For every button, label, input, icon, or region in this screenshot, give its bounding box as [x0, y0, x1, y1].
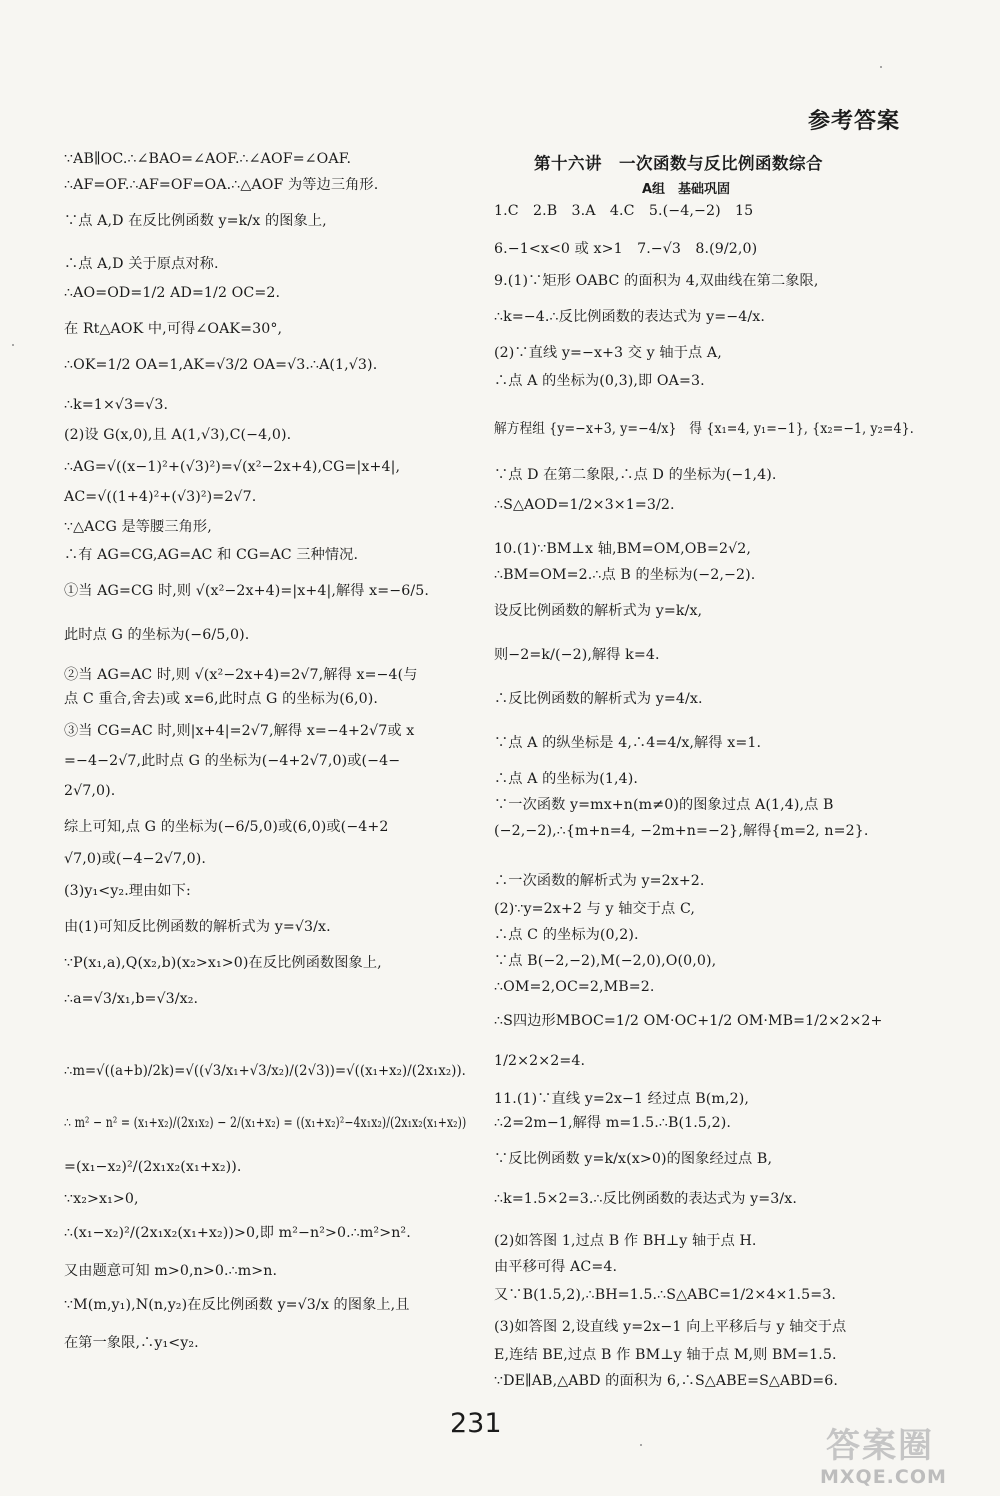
text-line: 在第一象限,∴y₁<y₂.	[64, 1335, 199, 1351]
page-number: 231	[450, 1408, 502, 1439]
text-line: ∵点 A 的纵坐标是 4,∴4=4/x,解得 x=1.	[494, 735, 762, 751]
text-line: AC=√((1+4)²+(√3)²)=2√7.	[64, 489, 257, 505]
text-line: ∵一次函数 y=mx+n(m≠0)的图象过点 A(1,4),点 B	[494, 797, 834, 813]
text-line: 综上可知,点 G 的坐标为(−6/5,0)或(6,0)或(−4+2	[64, 819, 389, 835]
text-line: 11.(1)∵直线 y=2x−1 经过点 B(m,2),	[494, 1091, 749, 1107]
text-line: ∴点 C 的坐标为(0,2).	[494, 927, 639, 943]
text-line: ③当 CG=AC 时,则|x+4|=2√7,解得 x=−4+2√7或 x	[64, 723, 415, 739]
text-line: ∴S△AOD=1/2×3×1=3/2.	[494, 497, 675, 513]
text-line: ∴2=2m−1,解得 m=1.5.∴B(1.5,2).	[494, 1115, 731, 1131]
text-line: ②当 AG=AC 时,则 √(x²−2x+4)=2√7,解得 x=−4(与	[64, 667, 418, 683]
text-line: ∴反比例函数的解析式为 y=4/x.	[494, 691, 703, 707]
text-line: (3)如答图 2,设直线 y=2x−1 向上平移后与 y 轴交于点	[494, 1319, 847, 1335]
scan-speck	[12, 344, 14, 346]
watermark-top-text: 答案圈	[826, 1426, 934, 1466]
text-line: ∵P(x₁,a),Q(x₂,b)(x₂>x₁>0)在反比例函数图象上,	[64, 955, 382, 971]
text-line: ∴一次函数的解析式为 y=2x+2.	[494, 873, 705, 889]
text-line: ∵△ACG 是等腰三角形,	[64, 519, 212, 535]
text-line: 点 C 重合,舍去)或 x=6,此时点 G 的坐标为(6,0).	[64, 691, 378, 707]
text-line: ∴a=√3/x₁,b=√3/x₂.	[64, 991, 199, 1007]
text-line: ∴AO=OD=1/2 AD=1/2 OC=2.	[64, 285, 281, 301]
text-line: 1/2×2×2=4.	[494, 1053, 586, 1069]
text-line: ∴ m² − n² = (x₁+x₂)/(2x₁x₂) − 2/(x₁+x₂) = ((x₁+x₂)²−4x₁x₂)/(2x₁x₂(x₁+x₂))	[64, 1115, 467, 1131]
text-line: (−2,−2),∴{m+n=4, −2m+n=−2},解得{m=2, n=2}.	[494, 823, 869, 839]
text-line: (2)∵直线 y=−x+3 交 y 轴于点 A,	[494, 345, 722, 361]
text-line: ∴S四边形MBOC=1/2 OM·OC+1/2 OM·MB=1/2×2×2+	[494, 1013, 883, 1029]
text-line: 6.−1<x<0 或 x>1 7.−√3 8.(9/2,0)	[494, 241, 758, 257]
text-line: E,连结 BE,过点 B 作 BM⊥y 轴于点 M,则 BM=1.5.	[494, 1347, 837, 1363]
text-line: ∴k=1×√3=√3.	[64, 397, 169, 413]
scan-speck	[640, 1444, 642, 1446]
text-line: 9.(1)∵矩形 OABC 的面积为 4,双曲线在第二象限,	[494, 273, 819, 289]
text-line: ∴OM=2,OC=2,MB=2.	[494, 979, 655, 995]
text-line: ∴k=1.5×2=3.∴反比例函数的表达式为 y=3/x.	[494, 1191, 797, 1207]
text-line: ∴AG=√((x−1)²+(√3)²)=√(x²−2x+4),CG=|x+4|,	[64, 459, 401, 475]
text-line: ∴k=−4.∴反比例函数的表达式为 y=−4/x.	[494, 309, 765, 325]
text-line: 2√7,0).	[64, 783, 116, 799]
group-subtitle: A组 基础巩固	[642, 182, 731, 197]
text-line: 在 Rt△AOK 中,可得∠OAK=30°,	[64, 321, 283, 337]
text-line: (3)y₁<y₂.理由如下:	[64, 883, 191, 899]
text-line: ∴AF=OF.∴AF=OF=OA.∴△AOF 为等边三角形.	[64, 177, 379, 193]
text-line: ∴有 AG=CG,AG=AC 和 CG=AC 三种情况.	[64, 547, 359, 563]
text-line: (2)如答图 1,过点 B 作 BH⊥y 轴于点 H.	[494, 1233, 757, 1249]
watermark-bottom-text: MXQE.COM	[820, 1466, 947, 1488]
text-line: ∵点 B(−2,−2),M(−2,0),O(0,0),	[494, 953, 717, 969]
text-line: ∵DE∥AB,△ABD 的面积为 6,∴S△ABE=S△ABD=6.	[494, 1373, 838, 1389]
text-line: 解方程组 {y=−x+3, y=−4/x} 得 {x₁=4, y₁=−1}, {x₂=−1, y₂=4}.	[494, 421, 914, 437]
text-line: ∴m=√((a+b)/2k)=√((√3/x₁+√3/x₂)/(2√3))=√((x₁+x₂)/(2x₁x₂)).	[64, 1063, 466, 1079]
text-line: 由平移可得 AC=4.	[494, 1259, 618, 1275]
section-header: 参考答案	[807, 109, 900, 134]
text-line: ∵M(m,y₁),N(n,y₂)在反比例函数 y=√3/x 的图象上,且	[64, 1297, 410, 1313]
text-line: ∴点 A 的坐标为(1,4).	[494, 771, 639, 787]
text-line: ∵AB∥OC.∴∠BAO=∠AOF.∴∠AOF=∠OAF.	[64, 151, 352, 167]
text-line: ∴(x₁−x₂)²/(2x₁x₂(x₁+x₂))>0,即 m²−n²>0.∴m²>n².	[64, 1225, 411, 1241]
text-line: 由(1)可知反比例函数的解析式为 y=√3/x.	[64, 919, 331, 935]
text-line: 此时点 G 的坐标为(−6/5,0).	[64, 627, 250, 643]
text-line: 则−2=k/(−2),解得 k=4.	[494, 647, 660, 663]
text-line: =−4−2√7,此时点 G 的坐标为(−4+2√7,0)或(−4−	[64, 753, 401, 769]
text-line: ∴点 A 的坐标为(0,3),即 OA=3.	[494, 373, 705, 389]
text-line: =(x₁−x₂)²/(2x₁x₂(x₁+x₂)).	[64, 1159, 242, 1175]
text-line: 设反比例函数的解析式为 y=k/x,	[494, 603, 703, 619]
text-line: (2)∵y=2x+2 与 y 轴交于点 C,	[494, 901, 696, 917]
text-line: ∵反比例函数 y=k/x(x>0)的图象经过点 B,	[494, 1151, 773, 1167]
text-line: (2)设 G(x,0),且 A(1,√3),C(−4,0).	[64, 427, 292, 443]
text-line: √7,0)或(−4−2√7,0).	[64, 851, 207, 867]
text-line: ∴OK=1/2 OA=1,AK=√3/2 OA=√3.∴A(1,√3).	[64, 357, 378, 373]
text-line: 10.(1)∵BM⊥x 轴,BM=OM,OB=2√2,	[494, 541, 751, 557]
text-line: ∴点 A,D 关于原点对称.	[64, 256, 219, 272]
text-line: 1.C 2.B 3.A 4.C 5.(−4,−2) 15	[494, 203, 754, 219]
text-line: ∵x₂>x₁>0,	[64, 1191, 139, 1207]
lecture-title: 第十六讲 一次函数与反比例函数综合	[534, 154, 823, 173]
watermark-logo	[820, 1418, 990, 1490]
scan-speck	[880, 66, 882, 68]
text-line: 又由题意可知 m>0,n>0.∴m>n.	[64, 1263, 278, 1279]
text-line: ∵点 A,D 在反比例函数 y=k/x 的图象上,	[64, 213, 327, 229]
text-line: ①当 AG=CG 时,则 √(x²−2x+4)=|x+4|,解得 x=−6/5.	[64, 583, 429, 599]
text-line: ∴BM=OM=2.∴点 B 的坐标为(−2,−2).	[494, 567, 756, 583]
text-line: 又∵B(1.5,2),∴BH=1.5.∴S△ABC=1/2×4×1.5=3.	[494, 1287, 837, 1303]
text-line: ∵点 D 在第二象限,∴点 D 的坐标为(−1,4).	[494, 467, 777, 483]
